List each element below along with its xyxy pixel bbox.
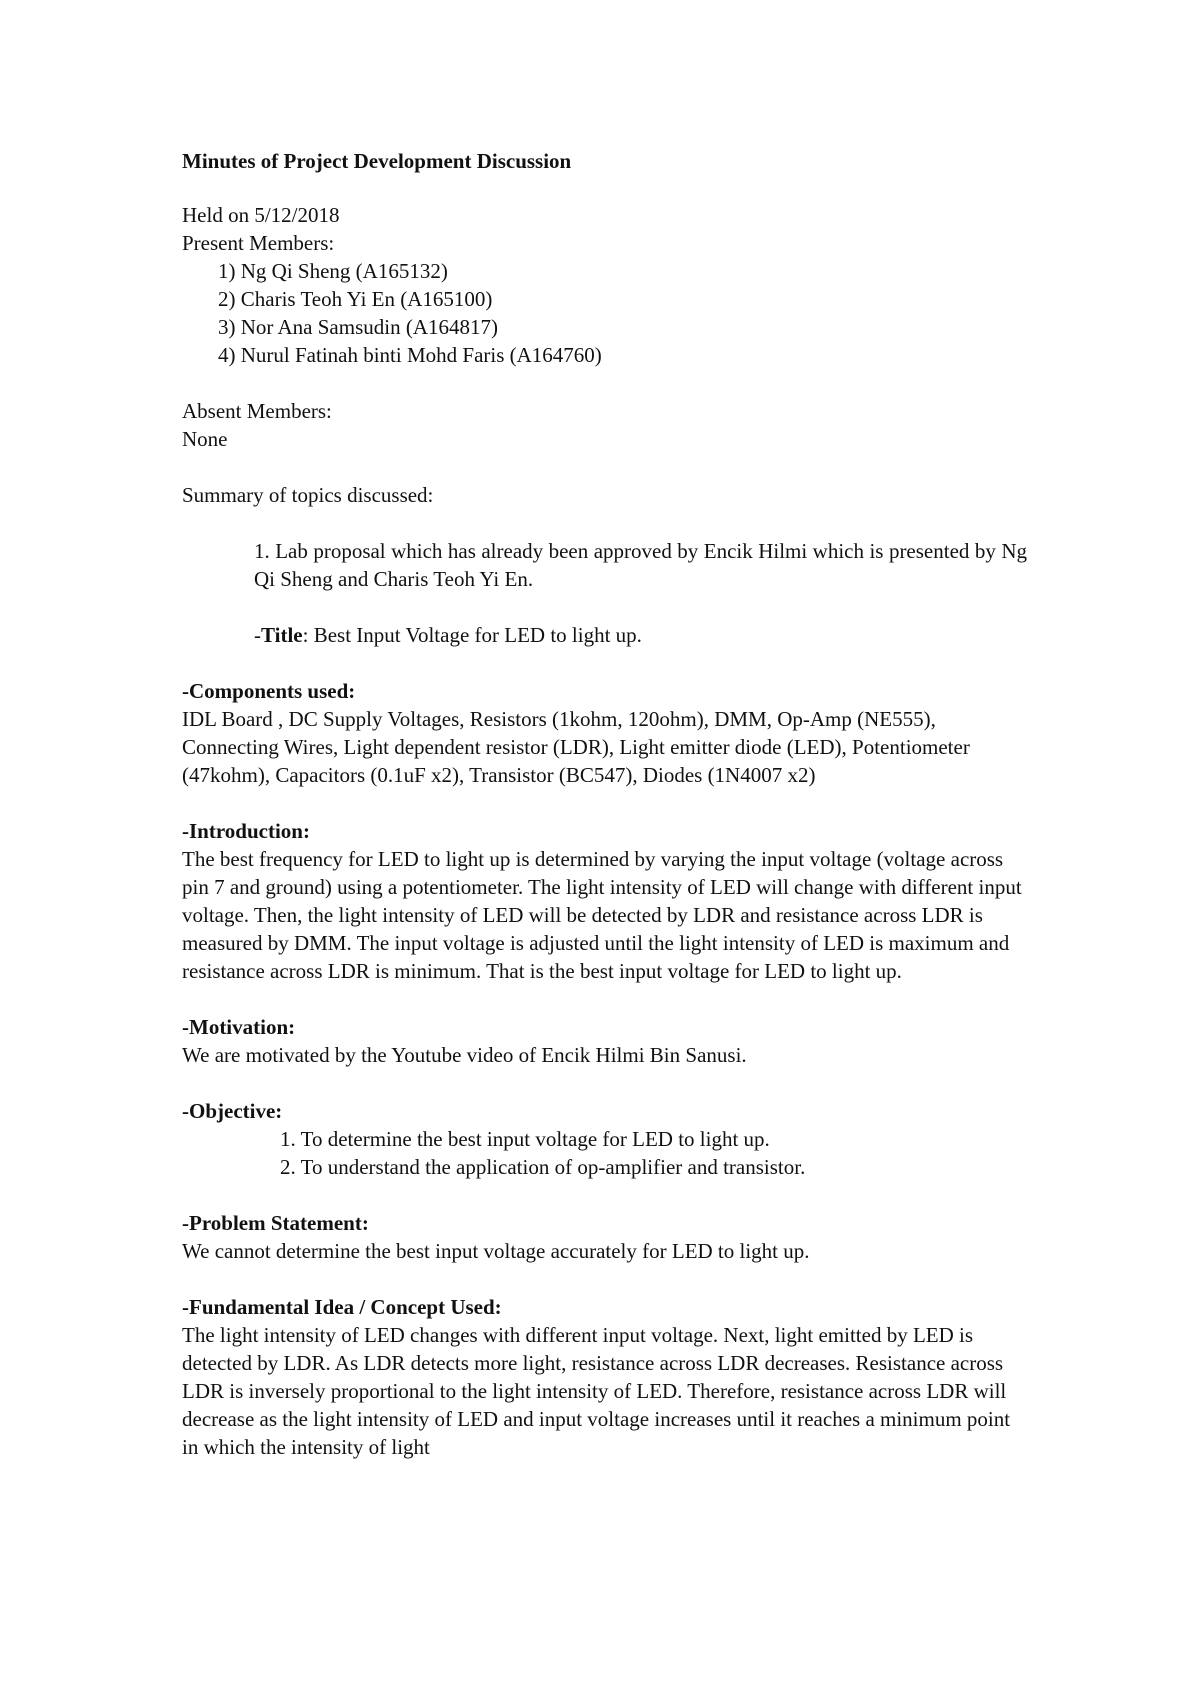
fundamental-idea-text: The light intensity of LED changes with different input voltage. Next, light emitted by LED is detected by LDR. As LDR detects more light, resistance across LDR decreases. Resistance across LDR is inversely proportional to the light intensity of LED. Therefore, resistance across LDR will decrease as the light intensity of LED and input voltage increases until it reaches a minimum point in which the intensity of light — [182, 1323, 1011, 1459]
introduction-heading: -Introduction: — [182, 819, 310, 843]
held-on-date: Held on 5/12/2018 — [182, 203, 340, 227]
problem-statement-heading: -Problem Statement: — [182, 1211, 369, 1235]
objective-list — [182, 1125, 1027, 1181]
topic-item: 1. Lab proposal which has already been approved by Encik Hilmi which is presented by Ng Qi Sheng and Charis Teoh Yi En. — [254, 539, 1027, 591]
objective-item: 2. To understand the application of op-amplifier and transistor. — [280, 1155, 806, 1179]
fundamental-idea-heading: -Fundamental Idea / Concept Used: — [182, 1295, 502, 1319]
components-text: IDL Board , DC Supply Voltages, Resistors (1kohm, 120ohm), DMM, Op-Amp (NE555), Connecting Wires, Light dependent resistor (LDR), Light emitter diode (LED), Potentiometer (47kohm), Capacitors (0.1uF x2), Transistor (BC547), Diodes (1N4007 x2) — [182, 707, 970, 787]
document-body — [182, 147, 1027, 1461]
introduction-text: The best frequency for LED to light up is determined by varying the input voltage (voltage across pin 7 and ground) using a potentiometer. The light intensity of LED will change with different input voltage. Then, the light intensity of LED will be detected by LDR and resistance across LDR is measured by DMM. The input voltage is adjusted until the light intensity of LED is maximum and resistance across LDR is minimum. That is the best input voltage for LED to light up. — [182, 847, 1022, 983]
title-label: Title — [261, 623, 303, 647]
title-prefix: - — [254, 623, 261, 647]
summary-label: Summary of topics discussed: — [182, 483, 434, 507]
member-item: 2) Charis Teoh Yi En (A165100) — [218, 287, 493, 311]
components-heading: -Components used: — [182, 679, 356, 703]
present-members-label: Present Members: — [182, 231, 335, 255]
absent-members-value: None — [182, 427, 228, 451]
problem-statement-text: We cannot determine the best input voltage accurately for LED to light up. — [182, 1239, 810, 1263]
page-title: Minutes of Project Development Discussion — [182, 149, 572, 173]
title-value: : Best Input Voltage for LED to light up. — [302, 623, 642, 647]
present-members-list — [182, 257, 1027, 369]
member-item: 4) Nurul Fatinah binti Mohd Faris (A164760) — [218, 343, 602, 367]
objective-heading: -Objective: — [182, 1099, 283, 1123]
member-item: 3) Nor Ana Samsudin (A164817) — [218, 315, 498, 339]
topic-title-line — [254, 621, 1027, 649]
motivation-heading: -Motivation: — [182, 1015, 296, 1039]
member-item: 1) Ng Qi Sheng (A165132) — [218, 259, 448, 283]
absent-members-label: Absent Members: — [182, 399, 332, 423]
objective-item: 1. To determine the best input voltage for LED to light up. — [280, 1127, 770, 1151]
motivation-text: We are motivated by the Youtube video of Encik Hilmi Bin Sanusi. — [182, 1043, 747, 1067]
